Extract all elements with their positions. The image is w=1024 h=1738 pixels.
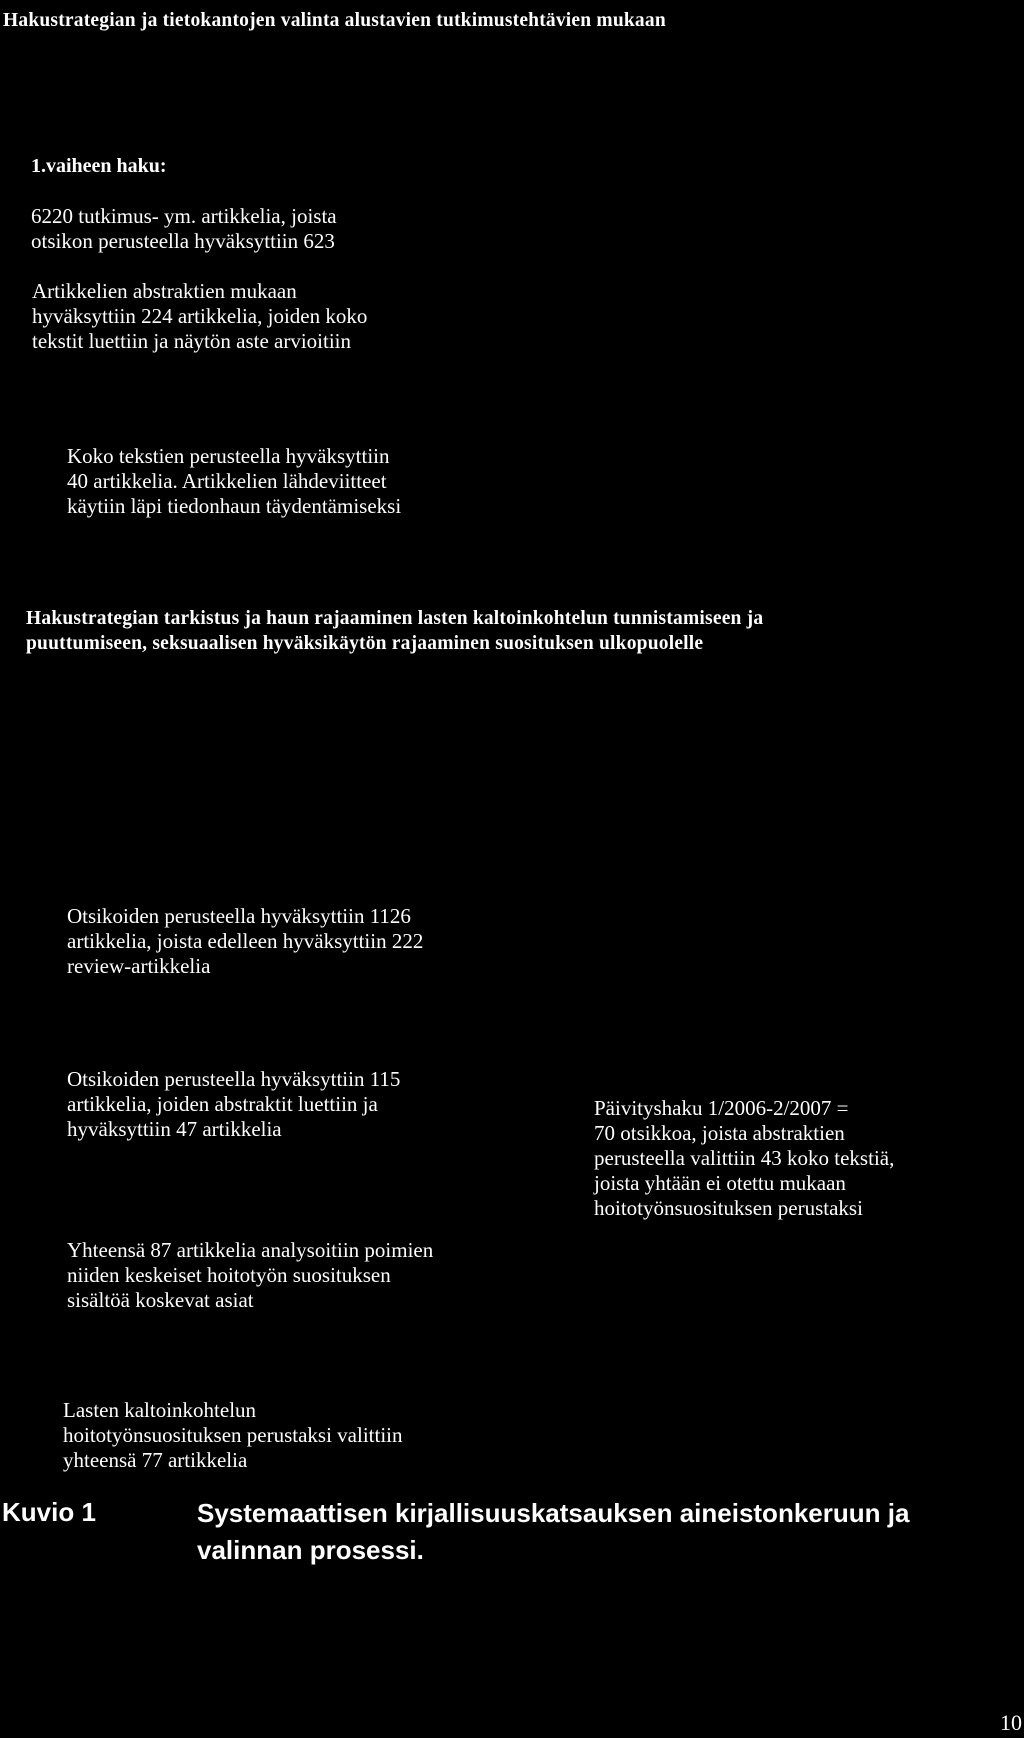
final-selection-box: Lasten kaltoinkohtelun hoitotyönsuosituksen perustaksi valittiin yhteensä 77 artikkelia bbox=[63, 1398, 403, 1472]
figure-caption: Systemaattisen kirjallisuuskatsauksen aineistonkeruun ja valinnan prosessi. bbox=[197, 1498, 910, 1565]
first-phase-label: 1.vaiheen haku: bbox=[31, 155, 167, 177]
search-strategy-heading: Hakustrategian ja tietokantojen valinta alustavien tutkimustehtävien mukaan bbox=[3, 10, 666, 31]
full-text-screening-box: Koko tekstien perusteella hyväksyttiin 40 artikkelia. Artikkelien lähdeviitteet käytiin läpi tiedonhaun täydentämiseksi bbox=[67, 444, 402, 518]
page-number: 10 bbox=[1000, 1710, 1022, 1735]
abstract-screening-box: Artikkelien abstraktien mukaan hyväksyttiin 224 artikkelia, joiden koko tekstit luettiin ja näytön aste arvioitiin bbox=[32, 279, 368, 353]
first-phase-search-box bbox=[31, 129, 337, 254]
search-refinement-heading: Hakustrategian tarkistus ja haun rajaaminen lasten kaltoinkohtelun tunnistamiseen ja puuttumiseen, seksuaalisen hyväksikäytön rajaaminen suosituksen ulkopuolelle bbox=[26, 608, 764, 654]
analysis-box: Yhteensä 87 artikkelia analysoitiin poimien niiden keskeiset hoitotyön suosituksen sisältöä koskevat asiat bbox=[67, 1238, 434, 1312]
title-abstract-screening-box: Otsikoiden perusteella hyväksyttiin 115 artikkelia, joiden abstraktit luettiin ja hyväksyttiin 47 artikkelia bbox=[67, 1067, 401, 1141]
figure-label: Kuvio 1 bbox=[2, 1497, 96, 1527]
title-screening-review-box: Otsikoiden perusteella hyväksyttiin 1126 artikkelia, joista edelleen hyväksyttiin 222 review-artikkelia bbox=[67, 904, 424, 978]
first-phase-text: 6220 tutkimus- ym. artikkelia, joista otsikon perusteella hyväksyttiin 623 bbox=[31, 204, 337, 253]
update-search-box: Päivityshaku 1/2006-2/2007 = 70 otsikkoa, joista abstraktien perusteella valittiin 43 koko tekstiä, joista yhtään ei otettu mukaan hoitotyönsuosituksen perustaksi bbox=[594, 1096, 895, 1220]
